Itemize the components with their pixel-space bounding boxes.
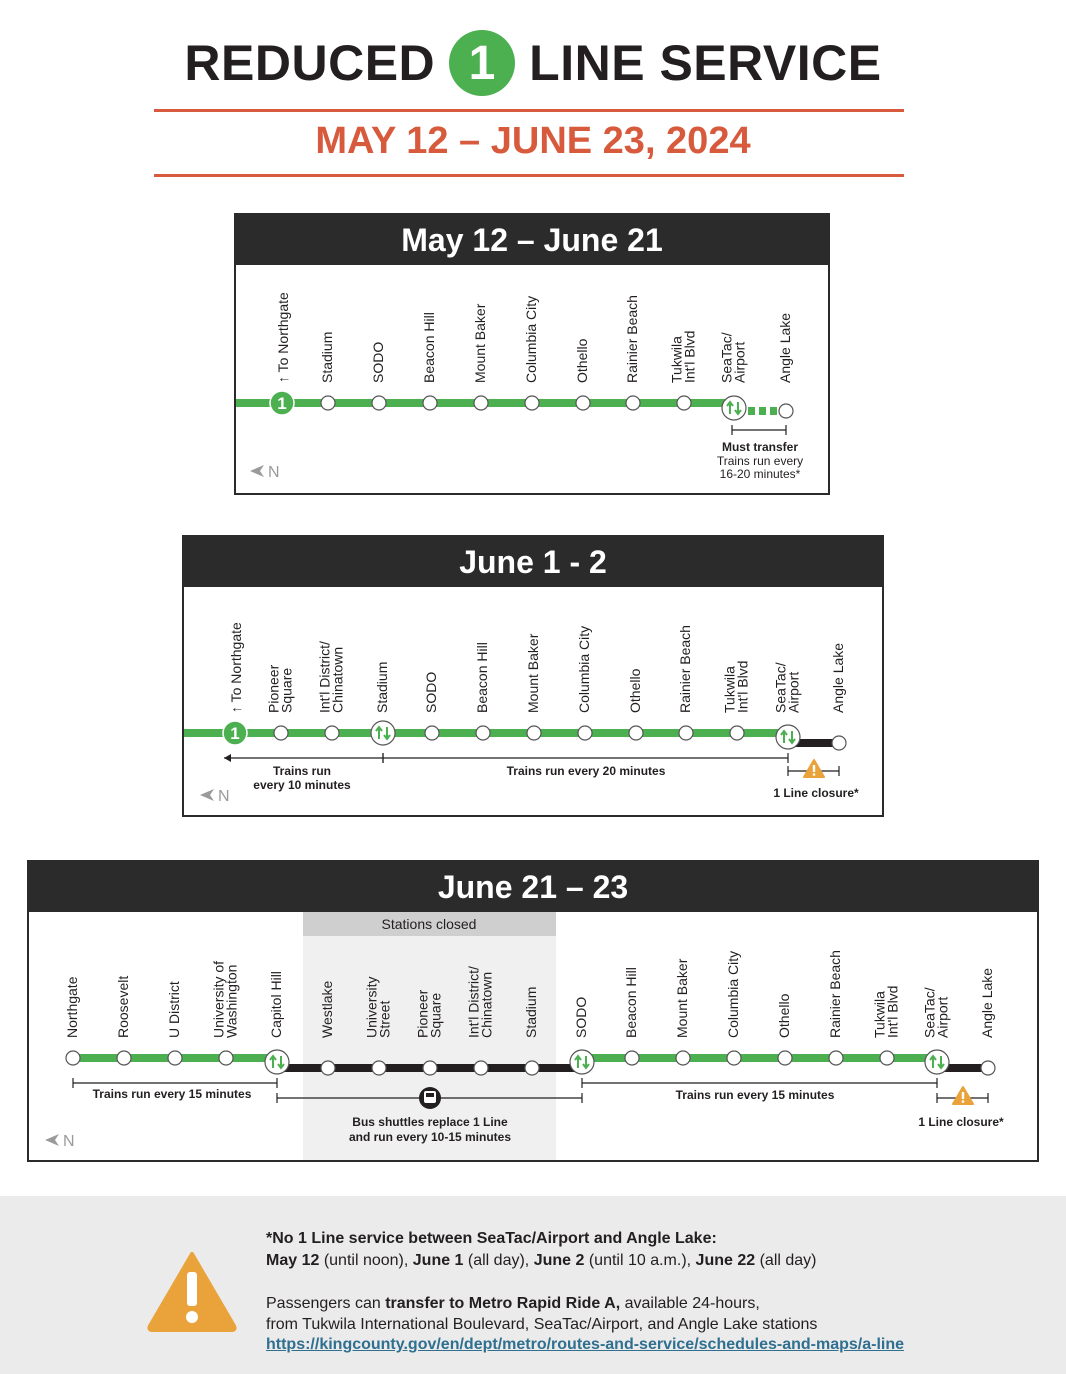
station-label: SeaTac/Airport xyxy=(718,332,748,383)
rapid-ride-a-link[interactable]: https://kingcounty.gov/en/dept/metro/routes-and-service/schedules-and-maps/a-line xyxy=(266,1336,905,1353)
top-rule xyxy=(154,109,904,112)
station-label: Columbia City xyxy=(576,625,592,713)
panel-title: June 21 – 23 xyxy=(29,862,1037,912)
closed-stations-label: Stations closed xyxy=(381,916,477,932)
station-stop xyxy=(66,1051,80,1065)
station-stop xyxy=(476,726,490,740)
station-label: Mount Baker xyxy=(472,303,488,383)
transfer-icon xyxy=(371,721,395,745)
station-stop xyxy=(629,726,643,740)
station-label: Beacon Hill xyxy=(474,642,490,713)
map-note: every 10 minutes xyxy=(253,778,351,792)
map-note: Must transfer xyxy=(721,440,799,454)
station-label: SODO xyxy=(370,341,386,383)
station-stop xyxy=(117,1051,131,1065)
station-label: TukwilaInt'l Blvd xyxy=(871,985,901,1038)
footer-text-part: transfer to Metro Rapid Ride A, xyxy=(385,1295,621,1312)
station-label: Roosevelt xyxy=(115,975,131,1038)
panel-june21-23 xyxy=(27,860,1039,1162)
title-left: REDUCED xyxy=(184,35,436,91)
footer-transfer-info xyxy=(266,1295,760,1313)
station-label: Westlake xyxy=(319,980,335,1038)
map-note: Trains run every 20 minutes xyxy=(506,764,666,778)
station-stop xyxy=(527,726,541,740)
panel-may12-june21 xyxy=(234,213,830,495)
transfer-icon xyxy=(265,1050,289,1074)
station-stop xyxy=(626,396,640,410)
transfer-icon xyxy=(925,1050,949,1074)
station-stop xyxy=(525,396,539,410)
footer-transfer-stations: from Tukwila International Boulevard, SeaTac/Airport, and Angle Lake stations xyxy=(266,1316,818,1333)
station-label: Othello xyxy=(627,668,643,713)
station-label: Mount Baker xyxy=(674,958,690,1038)
station-stop xyxy=(168,1051,182,1065)
panel-title: May 12 – June 21 xyxy=(236,215,828,265)
station-stop xyxy=(832,736,846,750)
transfer-icon xyxy=(722,396,746,420)
station-stop xyxy=(730,726,744,740)
station-label: Angle Lake xyxy=(830,642,846,713)
station-label: SODO xyxy=(573,996,589,1038)
page-title xyxy=(0,30,1066,96)
title-right: LINE SERVICE xyxy=(529,35,882,91)
map-note: Trains run every xyxy=(716,454,804,468)
map-note: 16-20 minutes* xyxy=(719,467,801,481)
station-stop xyxy=(625,1051,639,1065)
north-label: N xyxy=(268,464,280,481)
station-stop xyxy=(321,396,335,410)
panel-title: June 1 - 2 xyxy=(184,537,882,587)
station-label: Int'l District/Chinatown xyxy=(465,966,495,1038)
station-label: Int'l District/Chinatown xyxy=(316,641,346,713)
station-stop xyxy=(778,1051,792,1065)
footer-text-part: (all day) xyxy=(755,1252,817,1269)
station-label: Capitol Hill xyxy=(268,971,284,1038)
station-label: Rainier Beach xyxy=(677,625,693,713)
station-stop xyxy=(423,396,437,410)
station-stop xyxy=(578,726,592,740)
station-label: Stadium xyxy=(319,331,335,383)
warning-icon xyxy=(146,1250,238,1332)
footer-closure-dates xyxy=(266,1252,817,1270)
route-map-3 xyxy=(29,862,1037,1160)
station-stop xyxy=(576,396,590,410)
transfer-icon xyxy=(570,1050,594,1074)
station-label: Columbia City xyxy=(523,295,539,383)
station-label: Beacon Hill xyxy=(623,967,639,1038)
station-label: Columbia City xyxy=(725,950,741,1038)
station-label: University ofWashington xyxy=(210,960,240,1038)
north-label: N xyxy=(63,1133,75,1150)
station-stop xyxy=(880,1051,894,1065)
station-stop xyxy=(727,1051,741,1065)
station-label: PioneerSquare xyxy=(265,664,295,713)
bottom-rule xyxy=(154,174,904,177)
station-label: Stadium xyxy=(374,661,390,713)
station-label: Angle Lake xyxy=(777,312,793,383)
footer-closure-heading: *No 1 Line service between SeaTac/Airport and Angle Lake: xyxy=(266,1230,717,1247)
station-stop xyxy=(423,1061,437,1075)
station-label: SeaTac/Airport xyxy=(921,987,951,1038)
route-map-2 xyxy=(184,537,882,815)
station-label: Rainier Beach xyxy=(624,295,640,383)
north-arrow-icon xyxy=(250,465,264,477)
footer-text-part: (all day), xyxy=(463,1252,534,1269)
station-stop xyxy=(219,1051,233,1065)
panel-june1-2 xyxy=(182,535,884,817)
map-note: Bus shuttles replace 1 Line xyxy=(352,1115,508,1129)
map-note: and run every 10-15 minutes xyxy=(348,1130,512,1144)
north-arrow-icon xyxy=(200,789,214,801)
station-stop xyxy=(474,1061,488,1075)
station-stop xyxy=(525,1061,539,1075)
station-stop xyxy=(779,404,793,418)
footer-text-part: (until noon), xyxy=(319,1252,413,1269)
arrow-left-icon xyxy=(224,754,231,762)
line-1-number: 1 xyxy=(230,724,240,743)
footer-text-part: June 1 xyxy=(412,1252,464,1269)
map-note: Trains run every 15 minutes xyxy=(92,1087,252,1101)
north-arrow-icon xyxy=(45,1134,59,1146)
station-label: Othello xyxy=(776,993,792,1038)
station-stop xyxy=(325,726,339,740)
station-label: TukwilaInt'l Blvd xyxy=(668,330,698,383)
map-note: 1 Line closure* xyxy=(918,1115,1004,1129)
station-stop xyxy=(474,396,488,410)
station-stop xyxy=(679,726,693,740)
station-label: SeaTac/Airport xyxy=(772,662,802,713)
transfer-icon xyxy=(776,725,800,749)
warning-dot xyxy=(962,1100,965,1103)
footer-text-part: June 2 xyxy=(533,1252,585,1269)
station-stop xyxy=(372,1061,386,1075)
station-label: PioneerSquare xyxy=(414,989,444,1038)
route-map-1 xyxy=(236,215,828,493)
warning-mark xyxy=(962,1092,964,1099)
station-label: ↑ To Northgate xyxy=(275,292,291,383)
line-1-number: 1 xyxy=(277,394,287,413)
footer-text-part: available 24-hours, xyxy=(620,1295,760,1312)
map-note: Trains run every 15 minutes xyxy=(675,1088,835,1102)
station-label: Angle Lake xyxy=(979,967,995,1038)
station-stop xyxy=(321,1061,335,1075)
station-stop xyxy=(425,726,439,740)
station-stop xyxy=(372,396,386,410)
station-stop xyxy=(677,396,691,410)
station-stop xyxy=(981,1061,995,1075)
station-label: Northgate xyxy=(64,976,80,1038)
station-label: ↑ To Northgate xyxy=(228,622,244,713)
footer-text-part: (until 10 a.m.), xyxy=(584,1252,696,1269)
station-label: Rainier Beach xyxy=(827,950,843,1038)
footer-text-part: May 12 xyxy=(266,1252,320,1269)
station-label: Stadium xyxy=(523,986,539,1038)
map-note: Trains run xyxy=(272,764,332,778)
station-label: Beacon Hill xyxy=(421,312,437,383)
station-label: SODO xyxy=(423,671,439,713)
warning-dot xyxy=(813,773,816,776)
north-label: N xyxy=(218,788,230,805)
warning-mark xyxy=(813,765,815,772)
station-label: Othello xyxy=(574,338,590,383)
footer-text-part: June 22 xyxy=(695,1252,756,1269)
bus-icon-window xyxy=(426,1093,434,1097)
station-label: UniversityStreet xyxy=(363,976,393,1038)
station-stop xyxy=(274,726,288,740)
footer-text-part: Passengers can xyxy=(266,1295,386,1312)
station-label: TukwilaInt'l Blvd xyxy=(721,660,751,713)
station-stop xyxy=(676,1051,690,1065)
station-stop xyxy=(829,1051,843,1065)
station-label: U District xyxy=(166,981,182,1038)
line-1-badge: 1 xyxy=(449,30,515,96)
map-note: 1 Line closure* xyxy=(773,786,859,800)
date-range: MAY 12 – JUNE 23, 2024 xyxy=(315,120,751,162)
station-label: Mount Baker xyxy=(525,633,541,713)
